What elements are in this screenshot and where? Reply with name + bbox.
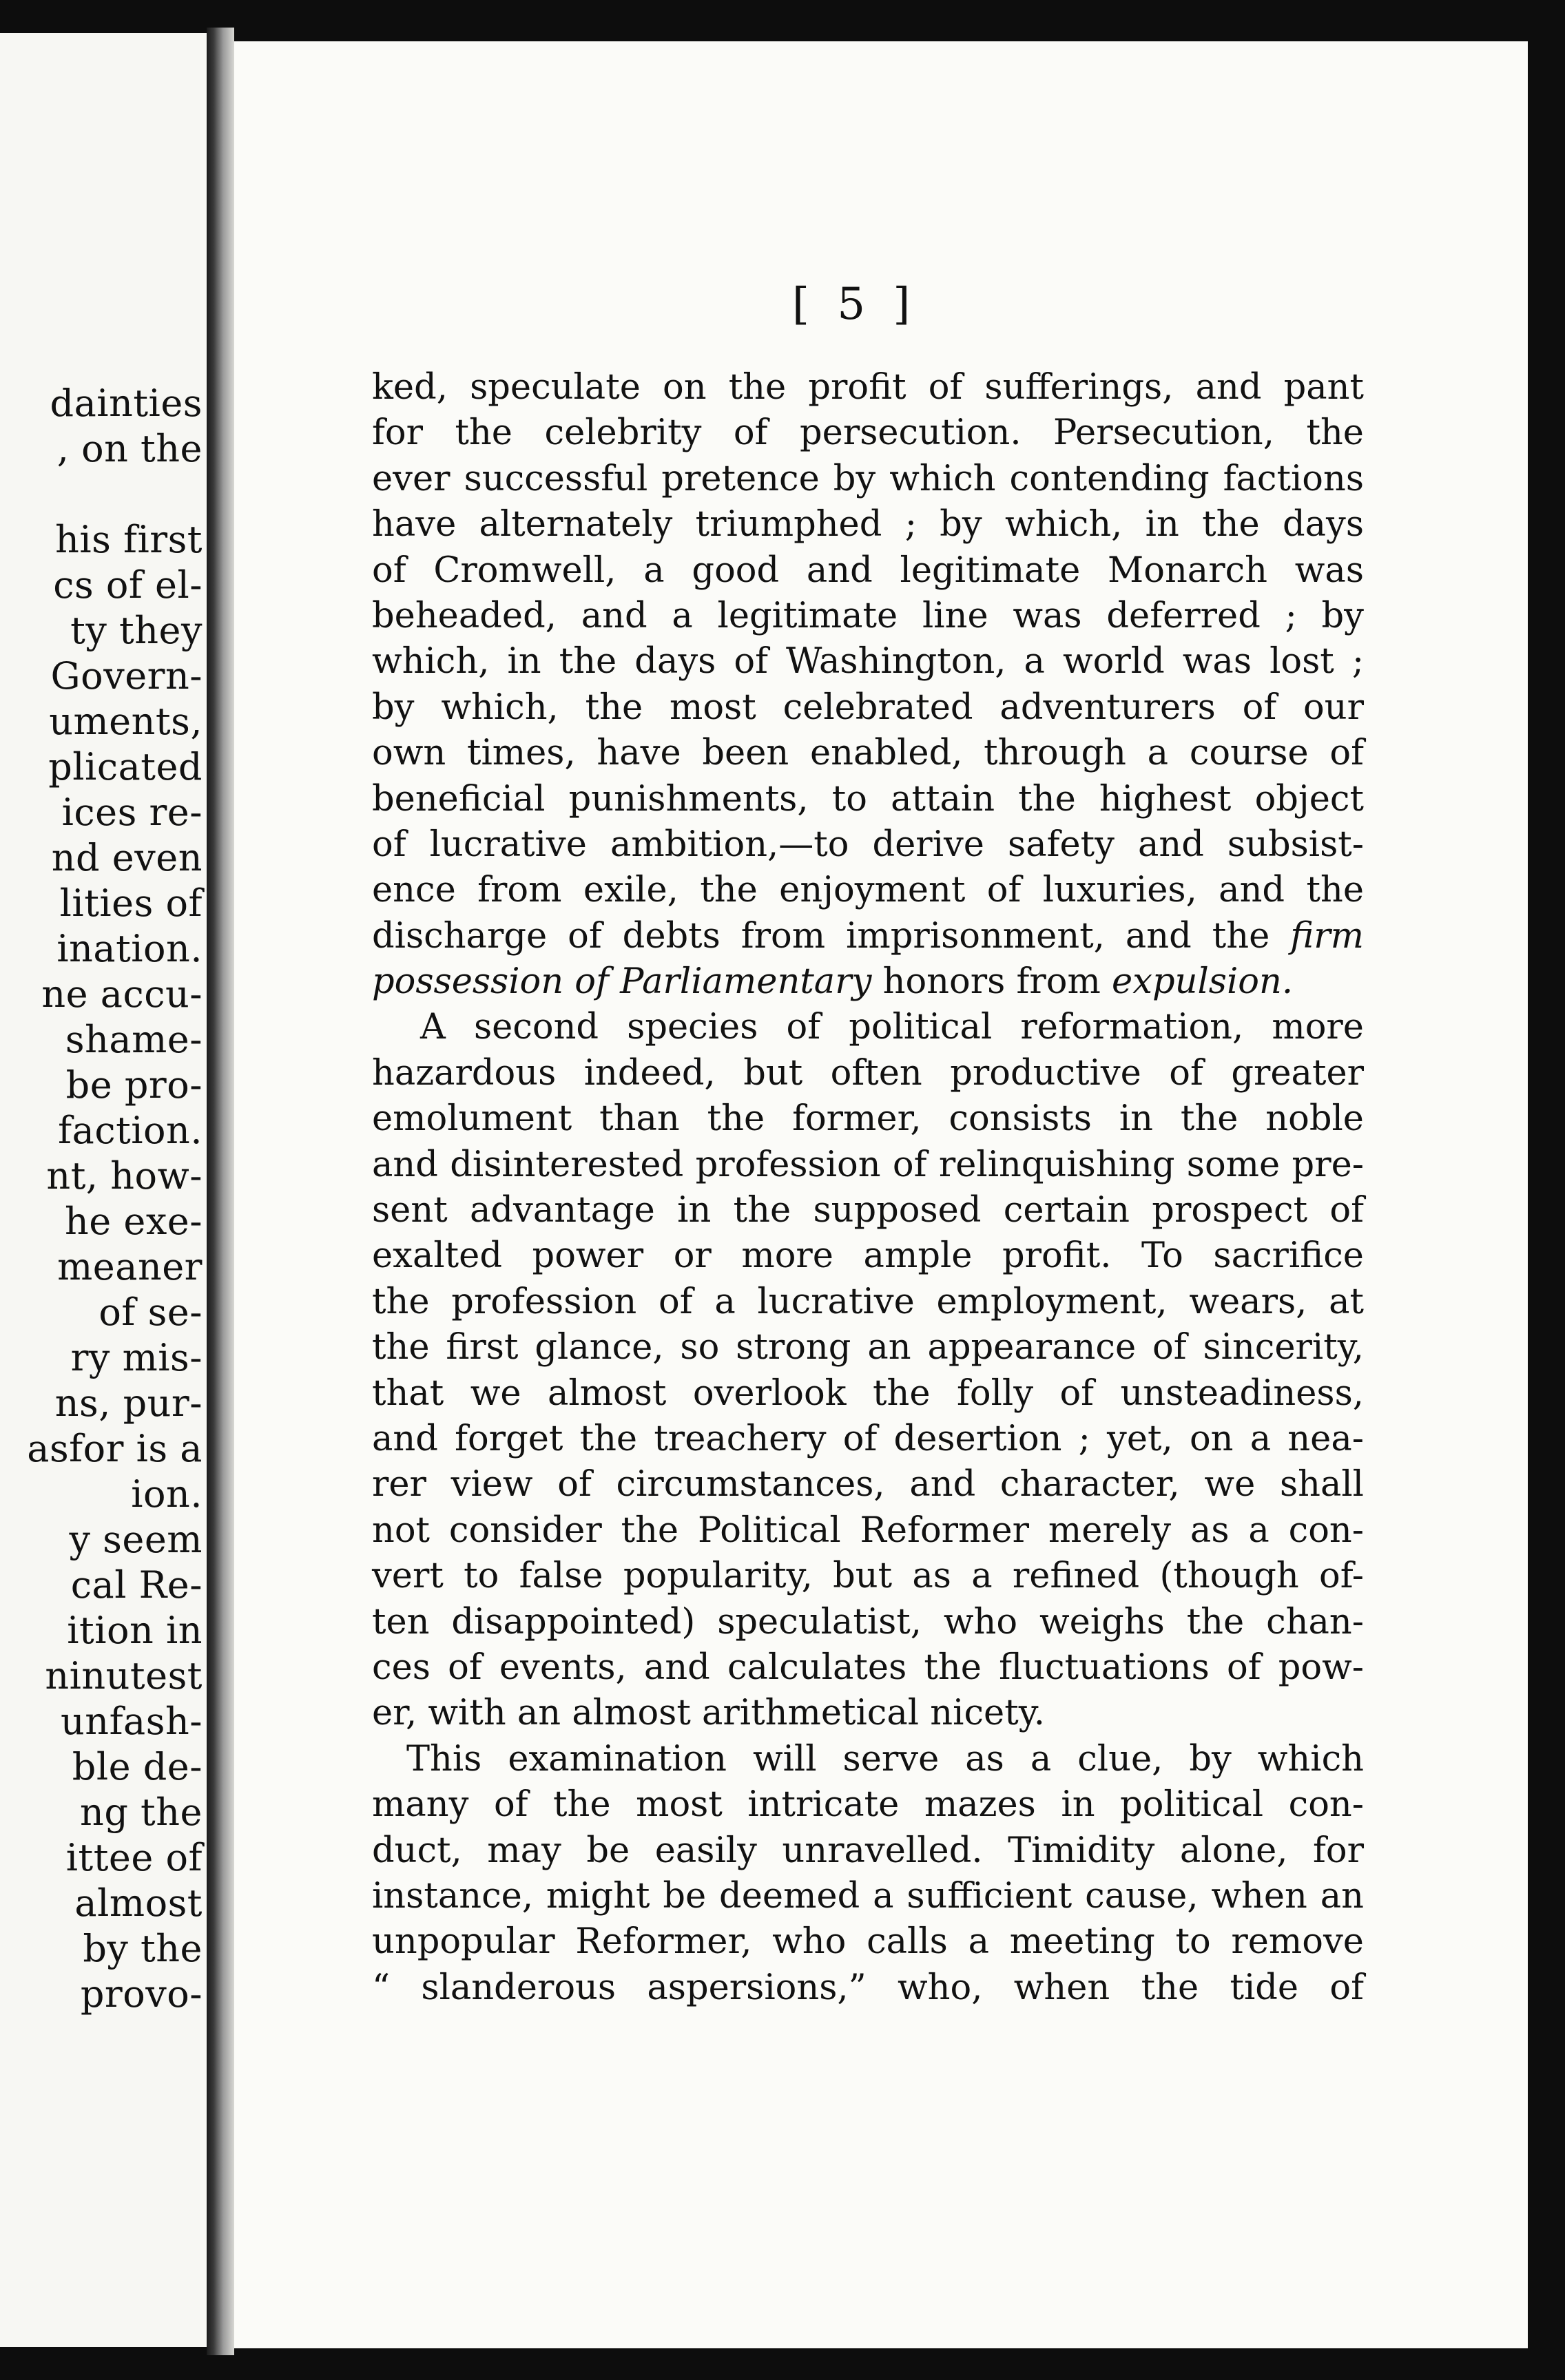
text-line: beneficial punishments, to attain the highest object (372, 778, 1364, 820)
text-line: hazardous indeed, but often productive of greater (372, 1052, 1364, 1094)
left-line: , on the (56, 427, 203, 470)
left-line: shame- (65, 1018, 203, 1061)
text-line: the first glance, so strong an appearance of sincerity, (372, 1327, 1364, 1368)
text-line: have alternately triumphed ; by which, in the days (372, 504, 1364, 545)
text-line: duct, may be easily unravelled. Timidity alone, for (372, 1830, 1364, 1871)
text-line: ever successful pretence by which contending factions (372, 458, 1364, 499)
left-line: Govern- (50, 654, 203, 698)
text-line: ces of events, and calculates the fluctuations of pow- (372, 1647, 1364, 1688)
left-line: ion. (131, 1472, 203, 1516)
paragraph-start: This examination will serve as a clue, by which (406, 1738, 1364, 1779)
left-line: cs of el- (53, 563, 203, 607)
left-line: ninutest (45, 1654, 203, 1698)
left-line: lities of (59, 881, 203, 925)
left-page (0, 33, 207, 2347)
text-line: ked, speculate on the profit of sufferings, and pant (372, 367, 1364, 408)
left-line: almost (74, 1881, 203, 1925)
left-line: ns, pur- (54, 1381, 203, 1425)
text-line: many of the most intricate mazes in political con- (372, 1784, 1364, 1826)
left-line: ble de- (72, 1745, 203, 1788)
left-line: asfor is a (27, 1427, 203, 1470)
left-line: unfash- (61, 1700, 203, 1743)
left-line: nt, how- (46, 1154, 203, 1198)
left-line: y seem (69, 1518, 203, 1561)
left-line: his first (55, 518, 203, 561)
text-line: possession of Parliamentary honors from expulsion. (372, 961, 1294, 1003)
body-text (372, 365, 1364, 2011)
left-line: ty they (70, 609, 203, 652)
text-line: and disinterested profession of relinquishing some pre- (372, 1144, 1364, 1185)
left-line: provo- (80, 1972, 203, 2016)
left-line: ition in (67, 1609, 203, 1652)
text-line: for the celebrity of persecution. Persecution, the (372, 413, 1364, 454)
paragraph-start: A second species of political reformation, more (420, 1007, 1364, 1048)
text-line: beheaded, and a legitimate line was deferred ; by (372, 595, 1364, 636)
text-line: sent advantage in the supposed certain prospect of (372, 1190, 1364, 1231)
text-line: er, with an almost arithmetical nicety. (372, 1693, 1045, 1734)
text-line: unpopular Reformer, who calls a meeting to remove (372, 1921, 1364, 1963)
text-line: own times, have been enabled, through a course of (372, 733, 1364, 774)
left-line: plicated (48, 745, 203, 789)
left-line: be pro- (65, 1063, 203, 1107)
left-line: nd even (51, 836, 203, 879)
text-line: of Cromwell, a good and legitimate Monarch was (372, 550, 1364, 591)
left-line: ng the (80, 1791, 203, 1834)
text-line: exalted power or more ample profit. To sacrifice (372, 1235, 1364, 1277)
text-line: ten disappointed) speculatist, who weighs the chan- (372, 1601, 1364, 1642)
left-line: cal Re- (70, 1563, 203, 1607)
left-line: ices re- (61, 791, 203, 834)
text-line: not consider the Political Reformer merely as a con- (372, 1510, 1364, 1551)
text-line: instance, might be deemed a sufficient cause, when an (372, 1875, 1364, 1917)
left-line: by the (83, 1927, 203, 1970)
book-gutter (207, 28, 234, 2355)
left-line: meaner (57, 1245, 203, 1288)
text-line: of lucrative ambition,—to derive safety and subsist- (372, 824, 1364, 865)
left-line: faction. (58, 1109, 203, 1152)
left-line: ination. (56, 927, 203, 970)
text-line: the profession of a lucrative employment, wears, at (372, 1281, 1364, 1322)
text-line: that we almost overlook the folly of unsteadiness, (372, 1372, 1364, 1414)
left-line: he exe- (64, 1200, 203, 1243)
left-line: of se- (99, 1291, 203, 1334)
left-line: ne accu- (41, 972, 203, 1016)
left-line: uments, (49, 700, 203, 743)
text-line: emolument than the former, consists in the noble (372, 1098, 1364, 1140)
page-edge (1528, 28, 1565, 2369)
left-line: ry mis- (70, 1336, 203, 1379)
text-line: vert to false popularity, but as a refined (though of- (372, 1556, 1364, 1597)
text-line: “ slanderous aspersions,” who, when the tide of (372, 1967, 1364, 2008)
text-line: which, in the days of Washington, a world was lost ; (372, 641, 1364, 682)
text-line: rer view of circumstances, and character, we shall (372, 1464, 1364, 1505)
text-line: ence from exile, the enjoyment of luxuries, and the (372, 870, 1364, 911)
text-line: discharge of debts from imprisonment, and the firm (372, 915, 1364, 957)
text-line: and forget the treachery of desertion ; yet, on a nea- (372, 1418, 1364, 1459)
left-line: ittee of (65, 1836, 203, 1879)
page-number: [ 5 ] (792, 279, 918, 330)
left-line: dainties (50, 382, 203, 425)
text-line: by which, the most celebrated adventurers of our (372, 687, 1364, 728)
